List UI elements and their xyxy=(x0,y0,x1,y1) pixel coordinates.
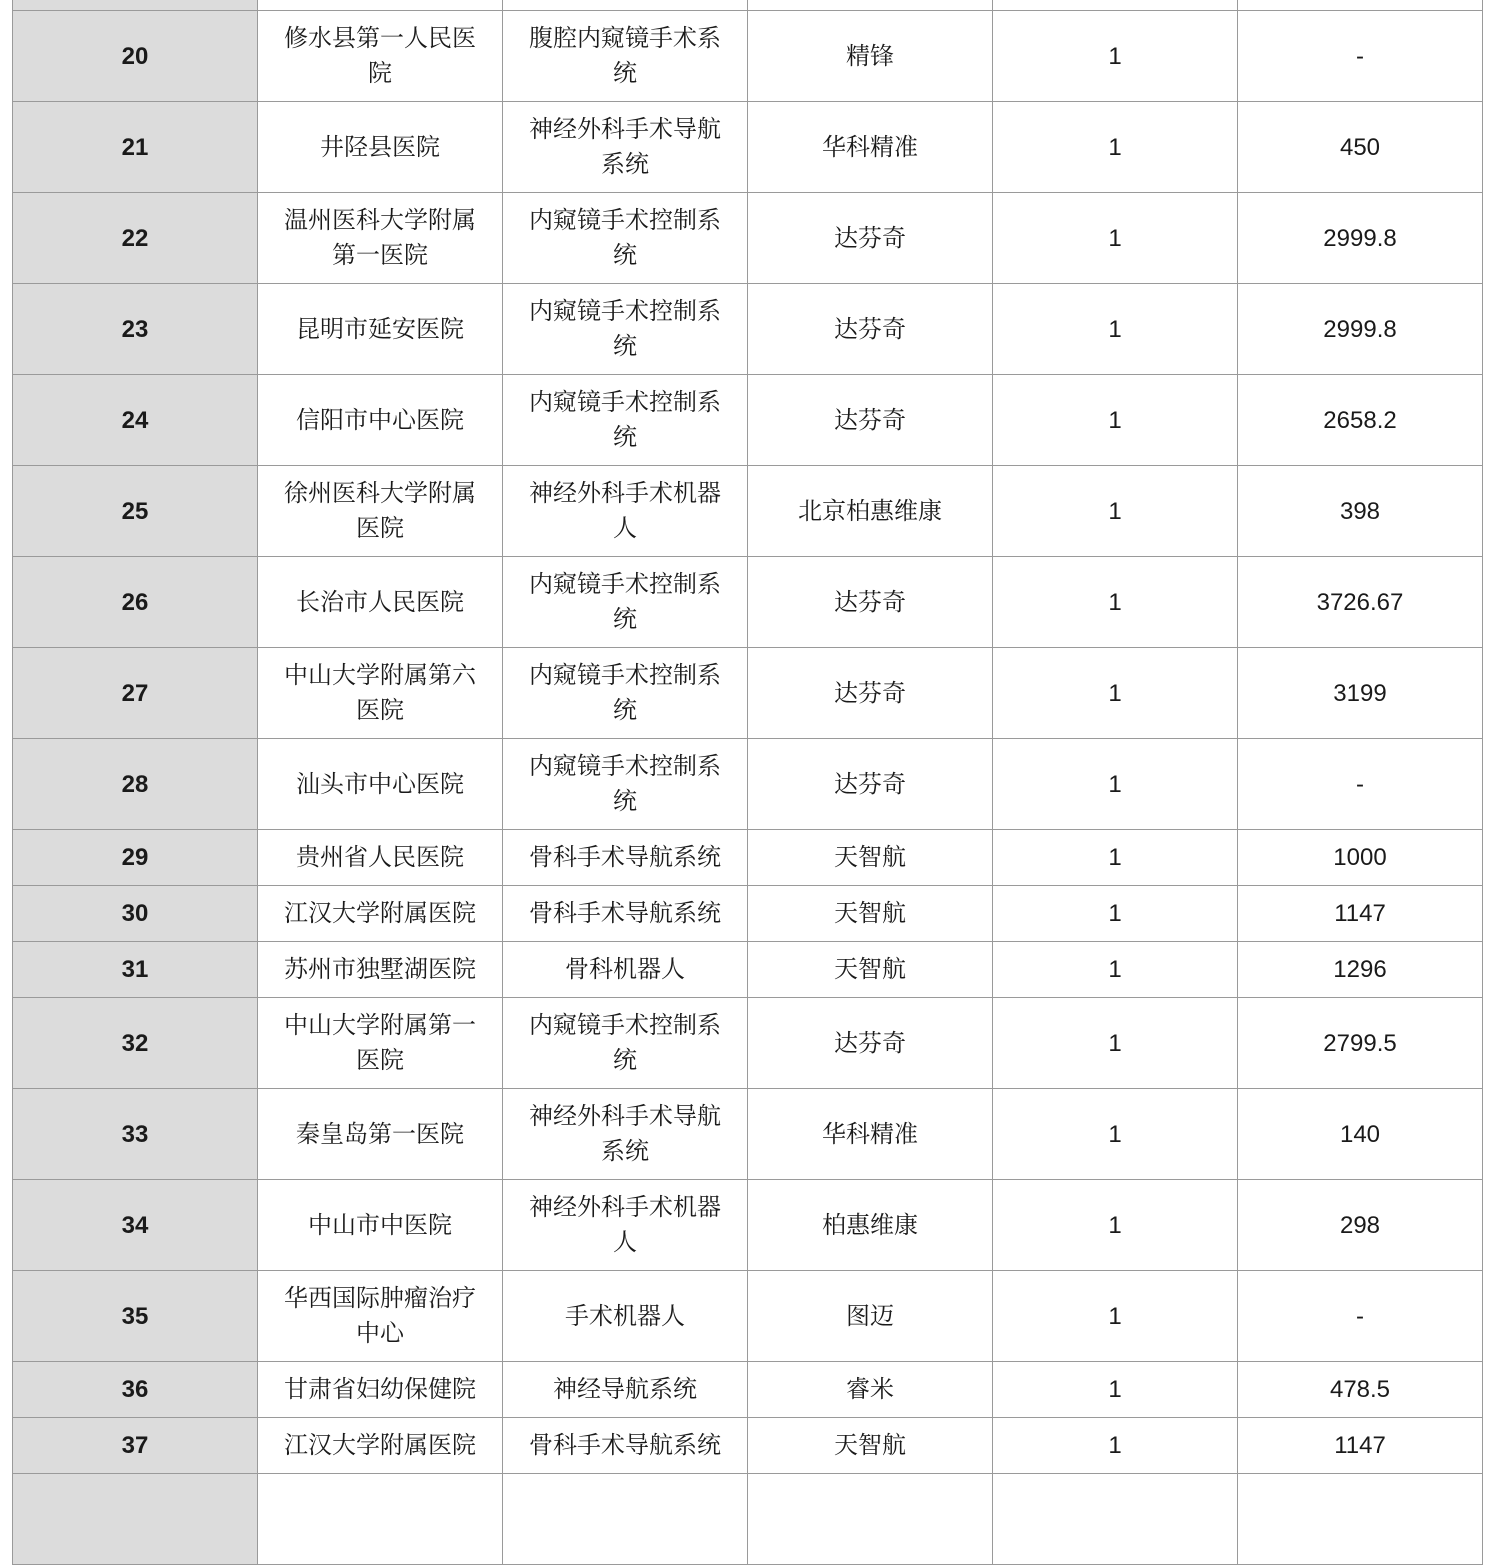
system-cell: 内窥镜手术控制系统 xyxy=(503,375,748,466)
hospital-cell: 汕头市中心医院 xyxy=(258,739,503,830)
price-cell: 398 xyxy=(1238,466,1483,557)
table-row xyxy=(13,284,1483,375)
price-cell: 2799.5 xyxy=(1238,998,1483,1089)
row-index-cell: 30 xyxy=(13,886,258,942)
brand-cell: 达芬奇 xyxy=(748,375,993,466)
table-row xyxy=(13,466,1483,557)
row-index-cell xyxy=(13,1474,258,1565)
system-cell: 腹腔内窥镜手术系统 xyxy=(503,11,748,102)
brand-cell: 达芬奇 xyxy=(748,557,993,648)
brand-cell: 天智航 xyxy=(748,886,993,942)
price-cell xyxy=(1238,0,1483,11)
row-index-cell: 21 xyxy=(13,102,258,193)
table-row xyxy=(13,11,1483,102)
system-cell xyxy=(503,1474,748,1565)
price-cell: - xyxy=(1238,1271,1483,1362)
quantity-cell: 1 xyxy=(993,375,1238,466)
brand-cell: 达芬奇 xyxy=(748,739,993,830)
hospital-cell: 中山市中医院 xyxy=(258,1180,503,1271)
system-cell xyxy=(503,0,748,11)
row-index-cell: 35 xyxy=(13,1271,258,1362)
row-index-cell: 22 xyxy=(13,193,258,284)
hospital-cell: 甘肃省妇幼保健院 xyxy=(258,1362,503,1418)
hospital-cell: 中山大学附属第六医院 xyxy=(258,648,503,739)
brand-cell xyxy=(748,1474,993,1565)
row-index-cell: 20 xyxy=(13,11,258,102)
table-row xyxy=(13,886,1483,942)
row-index-cell: 29 xyxy=(13,830,258,886)
quantity-cell: 1 xyxy=(993,284,1238,375)
row-index-cell: 26 xyxy=(13,557,258,648)
quantity-cell: 1 xyxy=(993,1180,1238,1271)
price-cell: 1147 xyxy=(1238,1418,1483,1474)
price-cell: 1000 xyxy=(1238,830,1483,886)
hospital-cell: 华西国际肿瘤治疗中心 xyxy=(258,1271,503,1362)
price-cell: 298 xyxy=(1238,1180,1483,1271)
system-cell: 神经外科手术机器人 xyxy=(503,466,748,557)
quantity-cell: 1 xyxy=(993,1089,1238,1180)
price-cell: 478.5 xyxy=(1238,1362,1483,1418)
hospital-procurement-table xyxy=(12,0,1483,1565)
system-cell: 神经外科手术导航系统 xyxy=(503,1089,748,1180)
system-cell: 内窥镜手术控制系统 xyxy=(503,739,748,830)
table-row xyxy=(13,1271,1483,1362)
hospital-cell: 温州医科大学附属第一医院 xyxy=(258,193,503,284)
quantity-cell xyxy=(993,1474,1238,1565)
brand-cell: 达芬奇 xyxy=(748,284,993,375)
quantity-cell: 1 xyxy=(993,830,1238,886)
quantity-cell: 1 xyxy=(993,193,1238,284)
brand-cell: 天智航 xyxy=(748,830,993,886)
row-index-cell: 34 xyxy=(13,1180,258,1271)
row-index-cell: 31 xyxy=(13,942,258,998)
quantity-cell: 1 xyxy=(993,1271,1238,1362)
table-row xyxy=(13,193,1483,284)
system-cell: 骨科手术导航系统 xyxy=(503,830,748,886)
brand-cell: 睿米 xyxy=(748,1362,993,1418)
row-index-cell: 23 xyxy=(13,284,258,375)
quantity-cell: 1 xyxy=(993,648,1238,739)
hospital-cell: 井陉县医院 xyxy=(258,102,503,193)
quantity-cell: 1 xyxy=(993,11,1238,102)
brand-cell xyxy=(748,0,993,11)
row-index-cell: 32 xyxy=(13,998,258,1089)
price-cell: 3199 xyxy=(1238,648,1483,739)
table-row xyxy=(13,1180,1483,1271)
system-cell: 手术机器人 xyxy=(503,1271,748,1362)
quantity-cell xyxy=(993,0,1238,11)
row-index-cell xyxy=(13,0,258,11)
price-cell: 1147 xyxy=(1238,886,1483,942)
row-index-cell: 28 xyxy=(13,739,258,830)
price-cell: 3726.67 xyxy=(1238,557,1483,648)
row-index-cell: 24 xyxy=(13,375,258,466)
row-index-cell: 25 xyxy=(13,466,258,557)
hospital-cell xyxy=(258,1474,503,1565)
table-row xyxy=(13,830,1483,886)
table-row xyxy=(13,375,1483,466)
hospital-cell: 徐州医科大学附属医院 xyxy=(258,466,503,557)
price-cell: 450 xyxy=(1238,102,1483,193)
system-cell: 内窥镜手术控制系统 xyxy=(503,193,748,284)
quantity-cell: 1 xyxy=(993,998,1238,1089)
price-cell: 2999.8 xyxy=(1238,193,1483,284)
table-row xyxy=(13,1362,1483,1418)
brand-cell: 达芬奇 xyxy=(748,648,993,739)
row-index-cell: 27 xyxy=(13,648,258,739)
system-cell: 神经外科手术机器人 xyxy=(503,1180,748,1271)
table-row xyxy=(13,102,1483,193)
price-cell: 1296 xyxy=(1238,942,1483,998)
quantity-cell: 1 xyxy=(993,886,1238,942)
brand-cell: 华科精准 xyxy=(748,102,993,193)
brand-cell: 天智航 xyxy=(748,942,993,998)
price-cell: - xyxy=(1238,739,1483,830)
brand-cell: 达芬奇 xyxy=(748,193,993,284)
hospital-cell: 苏州市独墅湖医院 xyxy=(258,942,503,998)
brand-cell: 柏惠维康 xyxy=(748,1180,993,1271)
brand-cell: 天智航 xyxy=(748,1418,993,1474)
brand-cell: 北京柏惠维康 xyxy=(748,466,993,557)
table-row-partial-bottom xyxy=(13,1474,1483,1565)
hospital-cell: 昆明市延安医院 xyxy=(258,284,503,375)
quantity-cell: 1 xyxy=(993,1418,1238,1474)
table-row-partial-top xyxy=(13,0,1483,11)
hospital-cell: 修水县第一人民医院 xyxy=(258,11,503,102)
system-cell: 内窥镜手术控制系统 xyxy=(503,284,748,375)
system-cell: 骨科手术导航系统 xyxy=(503,1418,748,1474)
row-index-cell: 33 xyxy=(13,1089,258,1180)
price-cell: 140 xyxy=(1238,1089,1483,1180)
table-body xyxy=(13,0,1483,1565)
price-cell xyxy=(1238,1474,1483,1565)
system-cell: 内窥镜手术控制系统 xyxy=(503,648,748,739)
system-cell: 神经外科手术导航系统 xyxy=(503,102,748,193)
quantity-cell: 1 xyxy=(993,739,1238,830)
quantity-cell: 1 xyxy=(993,557,1238,648)
hospital-cell: 江汉大学附属医院 xyxy=(258,886,503,942)
quantity-cell: 1 xyxy=(993,942,1238,998)
table-row xyxy=(13,1089,1483,1180)
quantity-cell: 1 xyxy=(993,1362,1238,1418)
brand-cell: 精锋 xyxy=(748,11,993,102)
price-cell: 2658.2 xyxy=(1238,375,1483,466)
system-cell: 神经导航系统 xyxy=(503,1362,748,1418)
table-row xyxy=(13,1418,1483,1474)
table-row xyxy=(13,739,1483,830)
brand-cell: 华科精准 xyxy=(748,1089,993,1180)
hospital-procurement-table-wrapper xyxy=(12,0,1482,1565)
row-index-cell: 37 xyxy=(13,1418,258,1474)
table-row xyxy=(13,648,1483,739)
system-cell: 内窥镜手术控制系统 xyxy=(503,998,748,1089)
system-cell: 骨科手术导航系统 xyxy=(503,886,748,942)
hospital-cell: 中山大学附属第一医院 xyxy=(258,998,503,1089)
table-row xyxy=(13,998,1483,1089)
price-cell: 2999.8 xyxy=(1238,284,1483,375)
brand-cell: 图迈 xyxy=(748,1271,993,1362)
row-index-cell: 36 xyxy=(13,1362,258,1418)
brand-cell: 达芬奇 xyxy=(748,998,993,1089)
table-row xyxy=(13,942,1483,998)
hospital-cell xyxy=(258,0,503,11)
system-cell: 内窥镜手术控制系统 xyxy=(503,557,748,648)
table-row xyxy=(13,557,1483,648)
hospital-cell: 秦皇岛第一医院 xyxy=(258,1089,503,1180)
quantity-cell: 1 xyxy=(993,466,1238,557)
hospital-cell: 长治市人民医院 xyxy=(258,557,503,648)
price-cell: - xyxy=(1238,11,1483,102)
quantity-cell: 1 xyxy=(993,102,1238,193)
hospital-cell: 贵州省人民医院 xyxy=(258,830,503,886)
hospital-cell: 信阳市中心医院 xyxy=(258,375,503,466)
system-cell: 骨科机器人 xyxy=(503,942,748,998)
hospital-cell: 江汉大学附属医院 xyxy=(258,1418,503,1474)
